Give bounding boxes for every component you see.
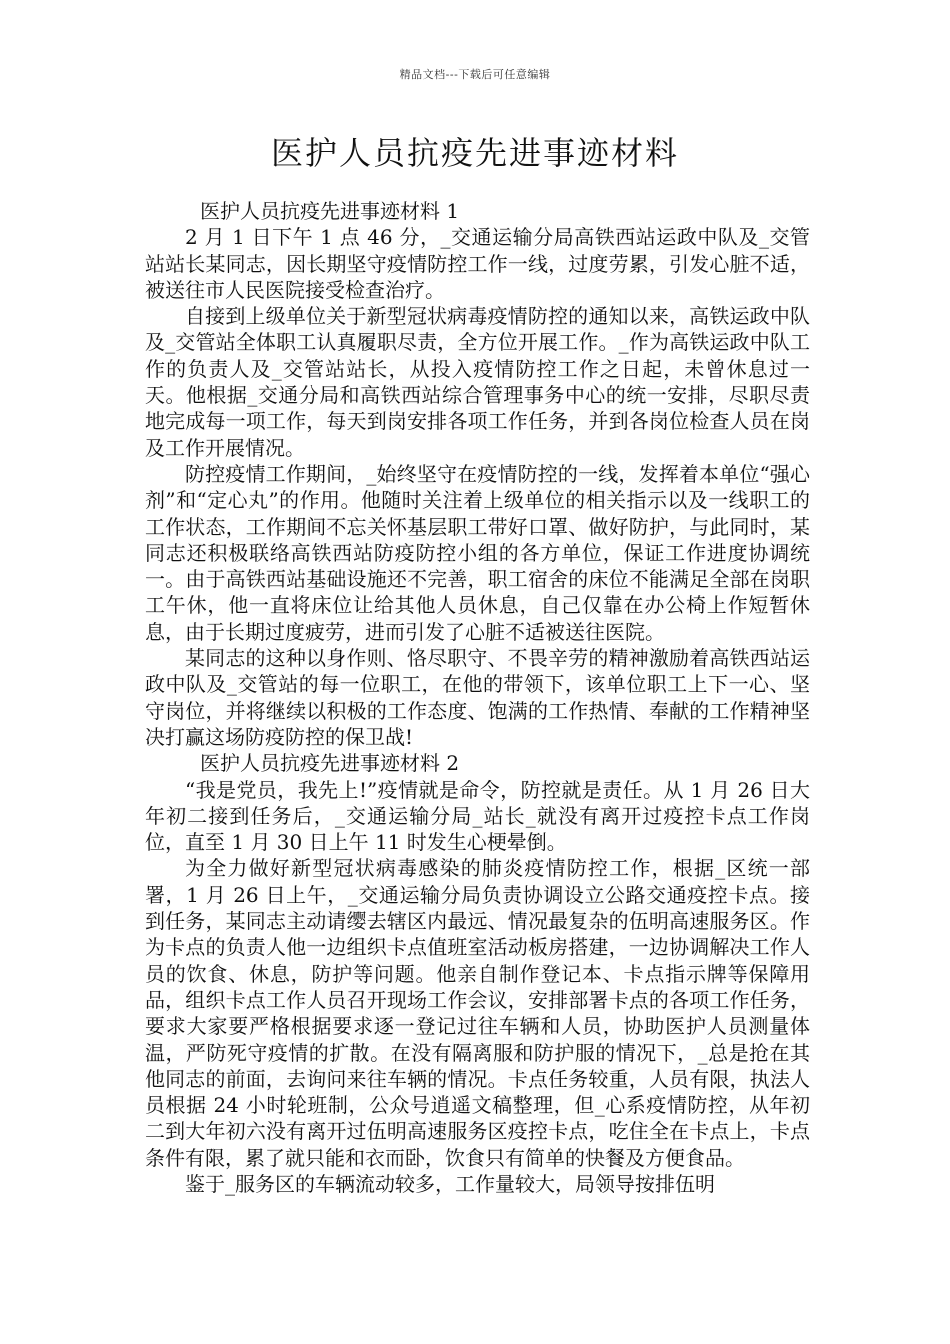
paragraph: 防控疫情工作期间，_始终坚守在疫情防控的一线，发挥着本单位“强心剂”和“定心丸”的作用。他随时关注着上级单位的相关指示以及一线职工的工作状态，工作期间不忘关怀基层职工带好口罩、做好防护，与此同时，某同志还积极联络高铁西站防疫防控小组的各方单位，保证工作进度协调统一。由于高铁西站基础设施还不完善，职工宿舍的床位不能满足全部在岗职工午休，他一直将床位让给其他人员休息，自己仅靠在办公椅上作短暂休息，由于长期过度疲劳，进而引发了心脏不适被送往医院。 (145, 461, 810, 644)
document-body (145, 198, 810, 1197)
paragraph: 某同志的这种以身作则、恪尽职守、不畏辛劳的精神激励着高铁西站运政中队及_交管站的每一位职工，在他的带领下，该单位职工上下一心、坚守岗位，并将继续以积极的工作态度、饱满的工作热情、奉献的工作精神坚决打赢这场防疫防控的保卫战! (145, 646, 810, 749)
paragraph: “我是党员，我先上!”疫情就是命令，防控就是责任。从 1 月 26 日大年初二接到任务后，_交通运输分局_站长_就没有离开过疫控卡点工作岗位，直至 1 月 30 日上午 11 时发生心梗晕倒。 (145, 777, 810, 855)
paragraph: 鉴于_服务区的车辆流动较多，工作量较大，局领导按排伍明 (185, 1171, 715, 1196)
section-heading-2: 医护人员抗疫先进事迹材料 2 (200, 751, 460, 776)
paragraph: 2 月 1 日下午 1 点 46 分，_交通运输分局高铁西站运政中队及_交管站站长某同志，因长期坚守疫情防控工作一线，过度劳累，引发心脏不适，被送往市人民医院接受检查治疗。 (145, 225, 810, 302)
paragraph: 为全力做好新型冠状病毒感染的肺炎疫情防控工作，根据_区统一部署，1 月 26 日上午，_交通运输分局负责协调设立公路交通疫控卡点。接到任务，某同志主动请缨去辖区内最远、情况最复杂的伍明高速服务区。作为卡点的负责人他一边组织卡点值班室活动板房搭建，一边协调解决工作人员的饮食、休息，防护等问题。他亲自制作登记本、卡点指示牌等保障用品，组织卡点工作人员召开现场工作会议，安排部署卡点的各项工作任务，要求大家要严格根据要求逐一登记过往车辆和人员，协助医护人员测量体温，严防死守疫情的扩散。在没有隔离服和防护服的情况下，_总是抢在其他同志的前面，去询问来往车辆的情况。卡点任务较重，人员有限，执法人员根据 24 小时轮班制，公众号逍遥文稿整理，但_心系疫情防控，从年初二到大年初六没有离开过伍明高速服务区疫控卡点，吃住全在卡点上，卡点条件有限，累了就只能和衣而卧，饮食只有简单的快餐及方便食品。 (145, 856, 810, 1170)
section-heading-1: 医护人员抗疫先进事迹材料 1 (200, 199, 460, 223)
header-note: 精品文档---下载后可任意编辑 (399, 68, 551, 81)
paragraph: 自接到上级单位关于新型冠状病毒疫情防控的通知以来，高铁运政中队及_交管站全体职工认真履职尽责，全方位开展工作。_作为高铁运政中队工作的负责人及_交管站站长，从投入疫情防控工作之日起，未曾休息过一天。他根据_交通分局和高铁西站综合管理事务中心的统一安排，尽职尽责地完成每一项工作，每天到岗安排各项工作任务，并到各岗位检查人员在岗及工作开展情况。 (145, 304, 810, 460)
document-title: 医护人员抗疫先进事迹材料 (270, 134, 679, 172)
